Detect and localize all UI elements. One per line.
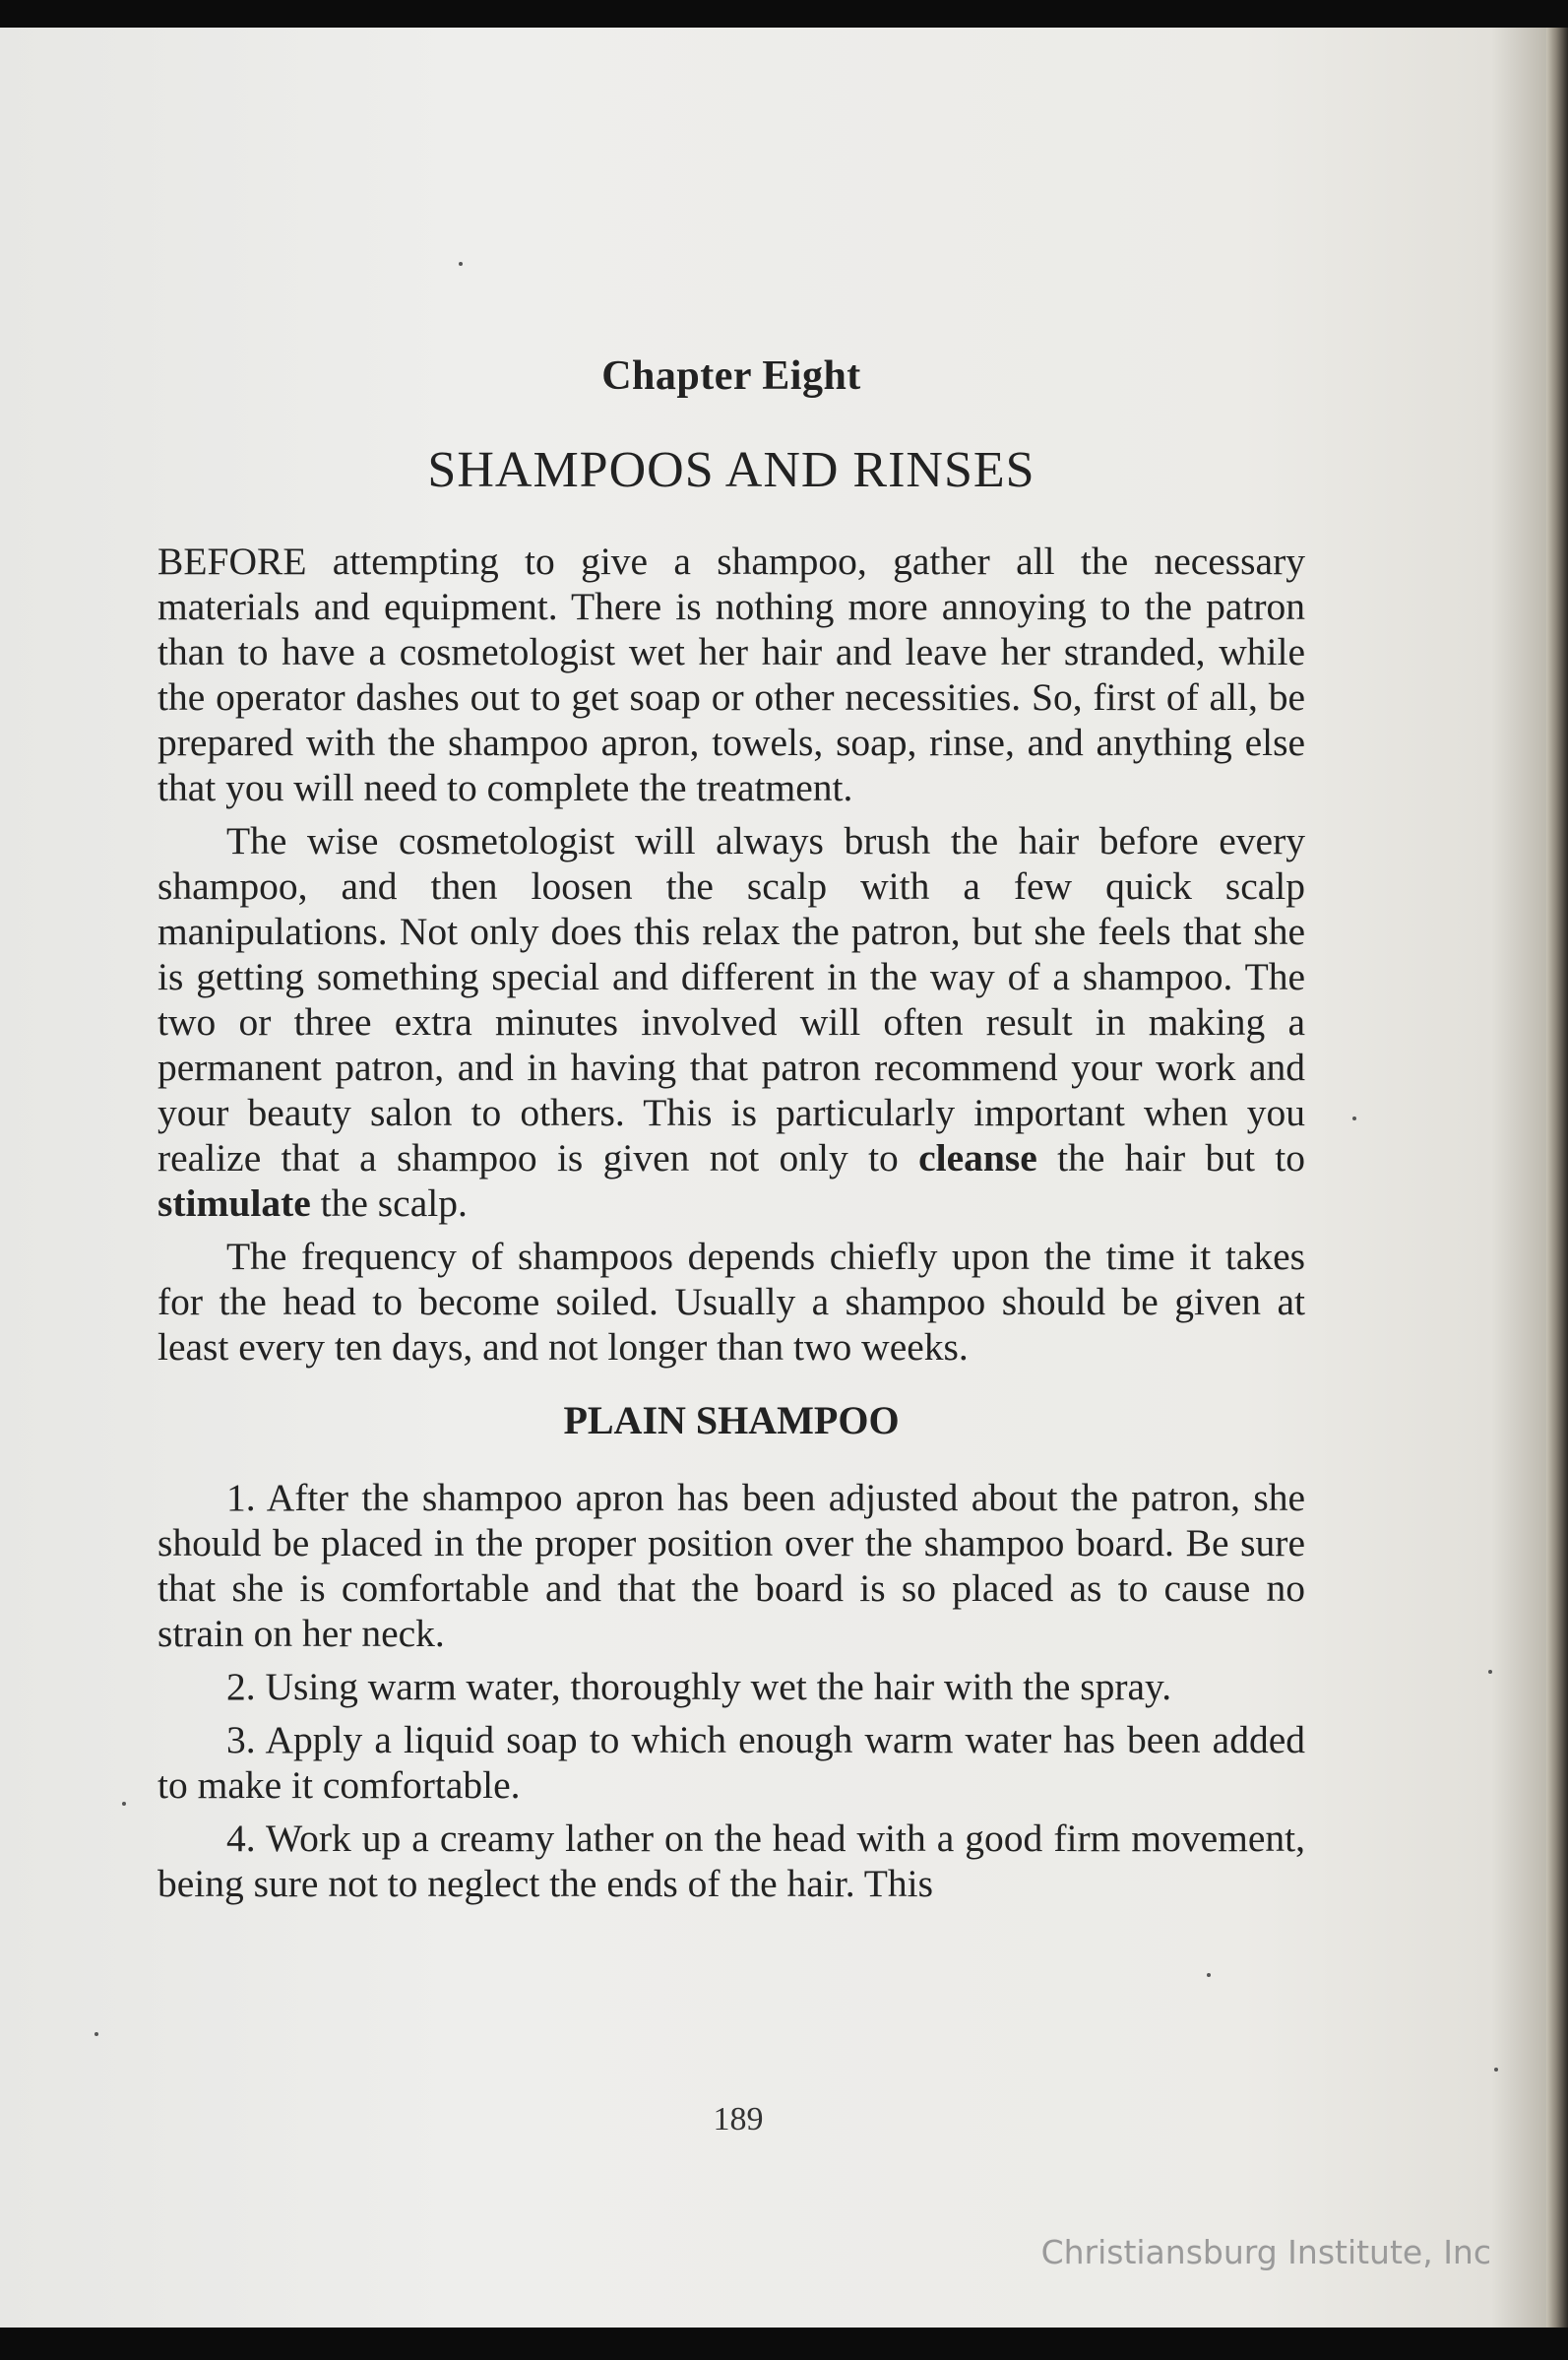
step-list [157,1475,1305,1906]
step-item: 2. Using warm water, thoroughly wet the hair with the spray. [226,1665,1172,1708]
page-edge-shadow [1546,28,1568,2328]
dust-speck [1207,1973,1211,1977]
paragraph-text: the scalp. [320,1181,468,1225]
paragraph-intro: BEFORE attempting to give a shampoo, gather all the necessary materials and equipment. There is nothing more annoying to the patron than to have a cosmetologist wet her hair and leave her stranded, while the operator dashes out to get soap or other necessities. So, first of all, be prepared with the shampoo apron, towels, soap, rinse, and anything else that you will need to complete the treatment. [157,540,1305,809]
page-number: 189 [713,2101,764,2137]
step-item: 4. Work up a creamy lather on the head with a good firm movement, being sure not to neglect the ends of the hair. This [157,1817,1305,1905]
section-heading: PLAIN SHAMPOO [563,1398,900,1442]
paragraph-text: the hair but to [1057,1136,1306,1180]
step-item: 1. After the shampoo apron has been adjusted about the patron, she should be placed in the proper position over the shampoo board. Be sure that she is comfortable and that the board is so placed as to cause no strain on her neck. [157,1476,1305,1655]
chapter-label: Chapter Eight [601,353,861,399]
chapter-title: SHAMPOOS AND RINSES [427,442,1035,498]
dust-speck [459,262,463,266]
paragraph-brushing [157,818,1305,1226]
dust-speck [1494,2068,1498,2072]
intro-text [157,539,1305,1370]
paragraph-text: The wise cosmetologist will always brush the hair before every shampoo, and then loosen the scalp with a few quick scalp manipulations. Not only does this relax the patron, but she feels that she is getting something special and different in the way of a shampoo. The two or three extra minutes involved will often result in making a permanent patron, and in having that patron recommend your work and your beauty salon to others. This is particularly important when you realize that a shampoo is given not only to [157,819,1305,1180]
dust-speck [94,2032,98,2036]
dust-speck [1488,1670,1492,1674]
bold-term-cleanse: cleanse [918,1136,1037,1180]
dust-speck [1352,1116,1356,1120]
bold-term-stimulate: stimulate [157,1181,311,1225]
watermark-text: Christiansburg Institute, Inc [1040,2233,1491,2271]
paragraph-frequency: The frequency of shampoos depends chiefly upon the time it takes for the head to become soiled. Usually a shampoo should be given at least every ten days, and not longer than two weeks. [157,1235,1305,1369]
step-item: 3. Apply a liquid soap to which enough warm water has been added to make it comfortable. [157,1718,1305,1807]
page-content [157,325,1305,1914]
dust-speck [122,1802,126,1806]
